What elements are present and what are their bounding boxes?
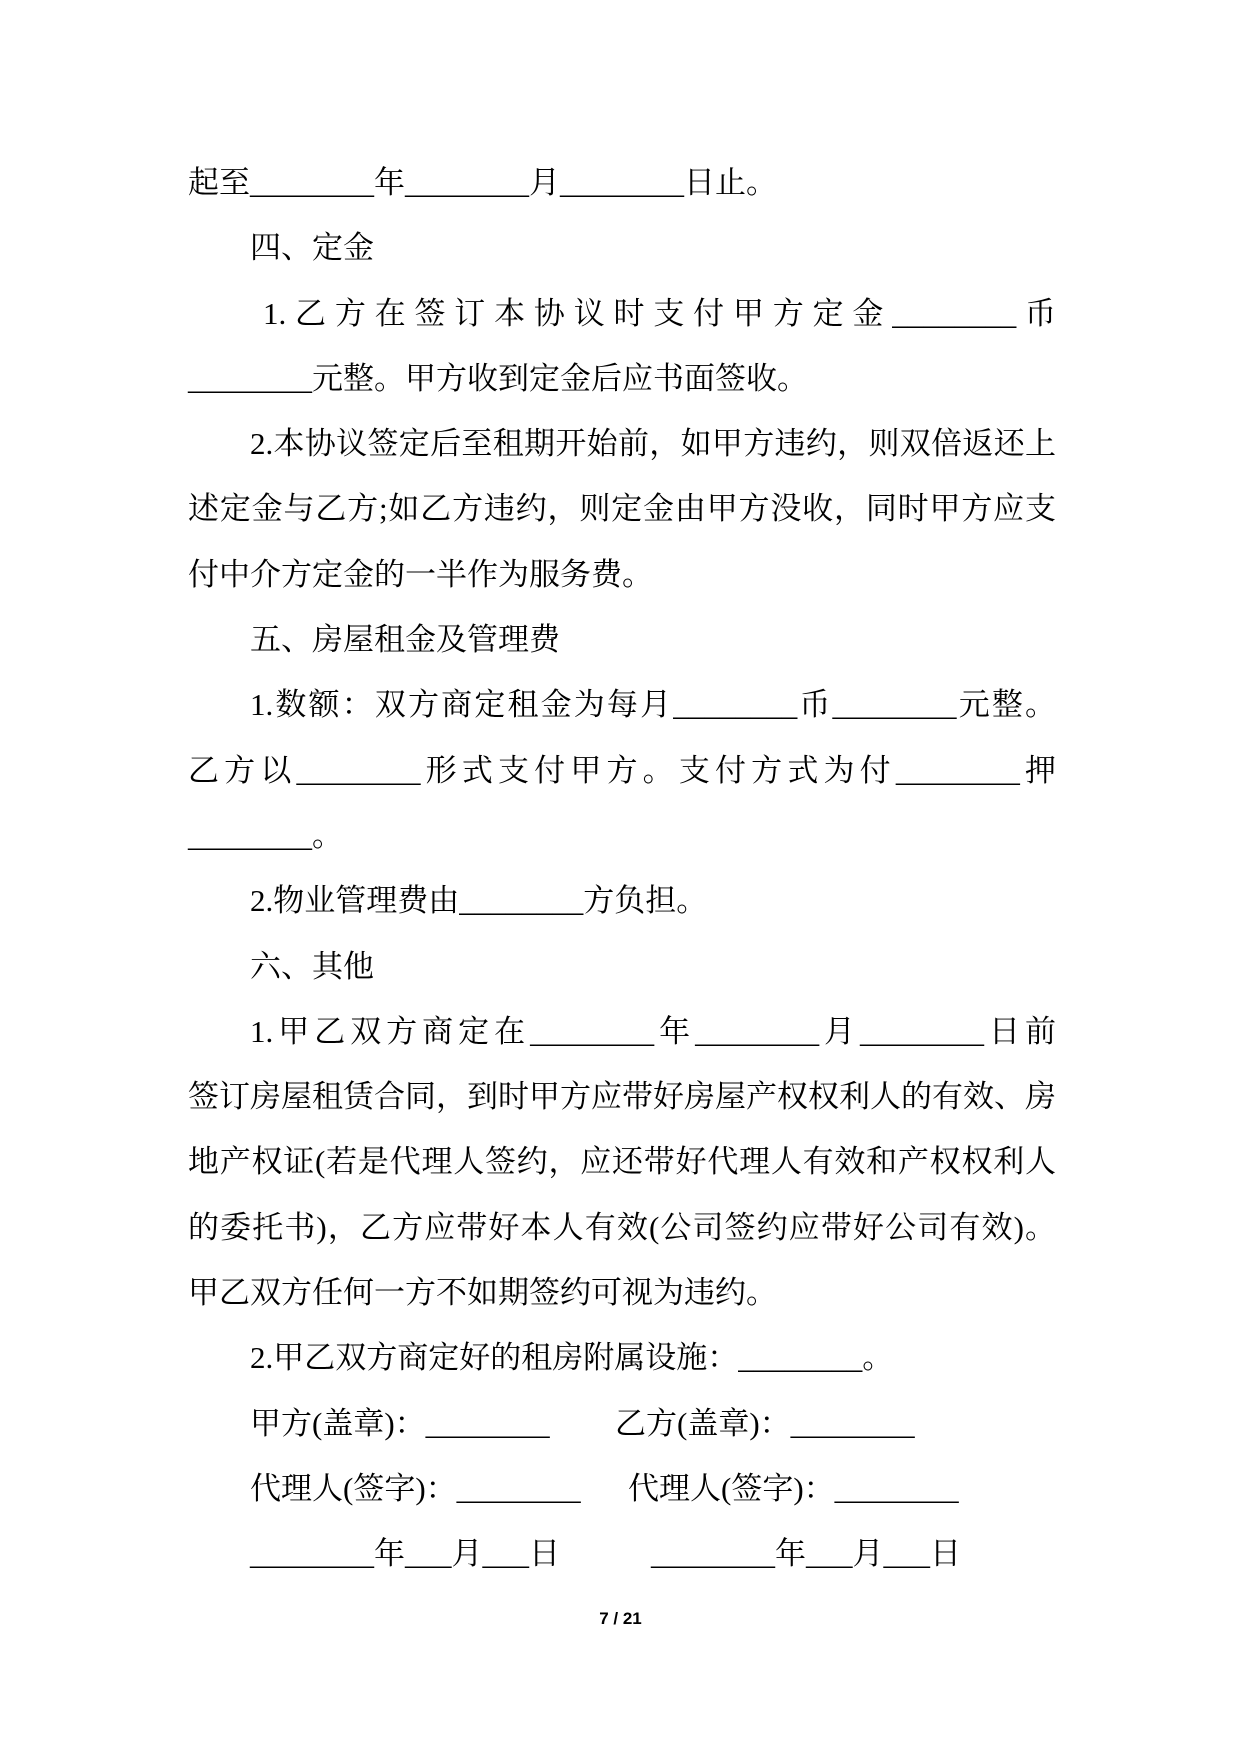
date-row (188, 1521, 1056, 1586)
clause (188, 999, 1056, 1325)
clause-line: 签订房屋租赁合同，到时甲方应带好房屋产权权利人的有效、房 (188, 1079, 1056, 1115)
clause-line: 地产权证(若是代理人签约，应还带好代理人有效和产权权利人 (188, 1144, 1056, 1180)
agent-row (188, 1456, 1056, 1521)
clause (188, 411, 1056, 607)
page-number: 7 / 21 (599, 1609, 642, 1628)
party-b-seal: 乙方(盖章)：________ (615, 1405, 915, 1441)
document-body (188, 150, 1056, 1587)
clause-line: 的委托书)，乙方应带好本人有效(公司签约应带好公司有效)。 (188, 1209, 1056, 1245)
party-b-date: ________年___月___日 (651, 1536, 961, 1572)
clause-line: 述定金与乙方;如乙方违约，则定金由甲方没收，同时甲方应支 (188, 491, 1056, 527)
section-heading: 五、房屋租金及管理费 (250, 622, 560, 658)
section-other (188, 934, 1056, 1391)
clause-line: 付中介方定金的一半作为服务费。 (188, 556, 653, 592)
clause-line: ________。 (188, 817, 343, 853)
party-b-agent-signature: 代理人(签字)：________ (628, 1470, 959, 1506)
clause-line: 1.数额：双方商定租金为每月________币________元整。 (250, 687, 1056, 723)
party-a-agent-signature: 代理人(签字)：________ (250, 1470, 581, 1506)
clause (188, 868, 1056, 933)
party-a-date: ________年___月___日 (250, 1536, 560, 1572)
clause-line: 2.本协议签定后至租期开始前，如甲方违约，则双倍返还上 (250, 426, 1056, 462)
section-deposit (188, 215, 1056, 607)
clause (188, 1325, 1056, 1390)
continuation-line: 起至________年________月________日止。 (188, 165, 777, 200)
section-rent-and-fees (188, 607, 1056, 933)
clause-line: 乙方以________形式支付甲方。支付方式为付________押 (188, 752, 1056, 788)
clause-line: 2.甲乙双方商定好的租房附属设施：________。 (250, 1340, 894, 1376)
clause-line: 1.甲乙双方商定在________年________月________日前 (250, 1013, 1056, 1049)
party-a-seal: 甲方(盖章)：________ (250, 1405, 550, 1441)
clause-line: ________元整。甲方收到定金后应书面签收。 (188, 360, 808, 396)
clause-line: 甲乙双方任何一方不如期签约可视为违约。 (188, 1275, 777, 1311)
seal-row (188, 1391, 1056, 1456)
section-heading: 四、定金 (250, 230, 374, 266)
signature-block (188, 1391, 1056, 1587)
clause (188, 281, 1056, 412)
clause (188, 672, 1056, 868)
clause-line: 2.物业管理费由________方负担。 (250, 883, 708, 919)
section-heading: 六、其他 (250, 948, 374, 984)
clause-line: 1.乙方在签订本协议时支付甲方定金________币 (263, 295, 1056, 331)
